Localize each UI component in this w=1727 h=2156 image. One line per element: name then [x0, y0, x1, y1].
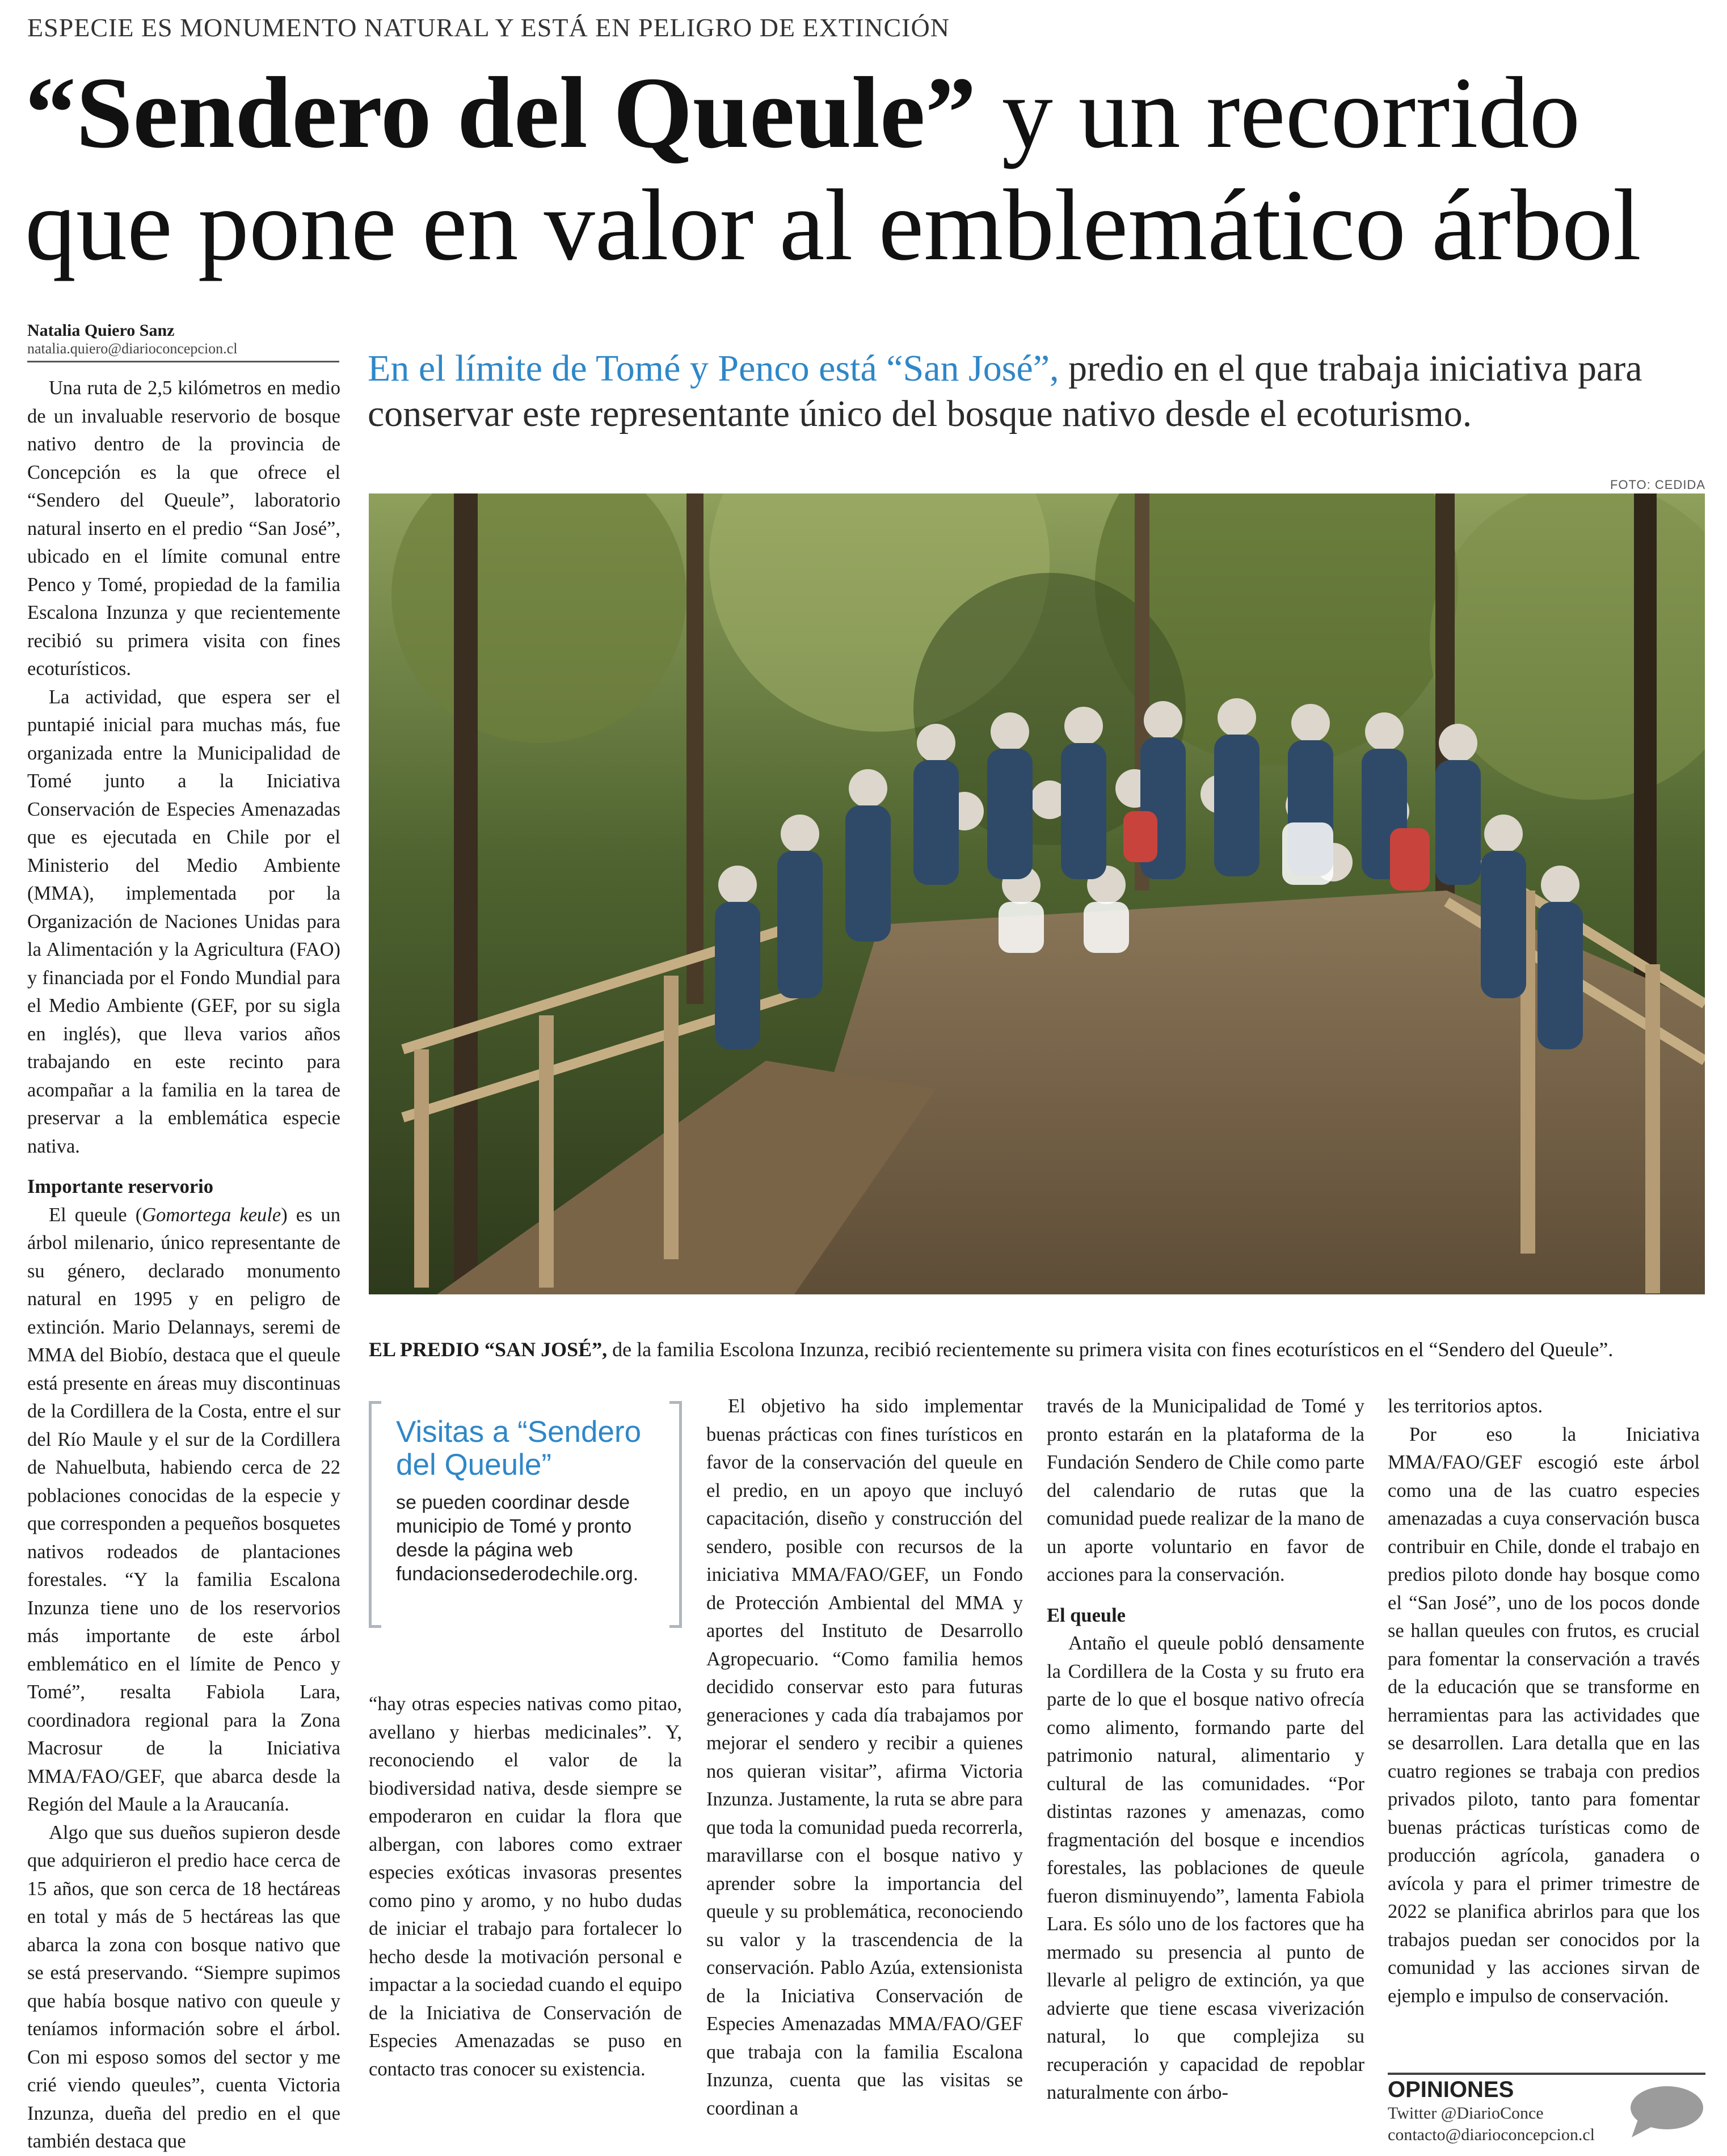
dek-highlight: En el límite de Tomé y Penco está “San José”, [368, 348, 1059, 389]
forest-group-illustration [369, 493, 1705, 1294]
paragraph [27, 1201, 340, 1819]
paragraph: les territorios aptos. [1388, 1395, 1543, 1417]
paragraph-part: El queule ( [49, 1204, 142, 1226]
body-column-2 [369, 1690, 682, 2083]
info-box [369, 1401, 682, 1628]
caption-rest: de la familia Escolona Inzunza, recibió recientemente su primera visita con fines ecoturísticos en el “Sendero del Queule”. [607, 1338, 1614, 1361]
paragraph: través de la Municipalidad de Tomé y pronto estarán en la plataforma de la Fundación Sendero de Chile como parte del calendario de rutas que la comunidad puede realizar de la mano de un aporte voluntario en favor de acciones para la conservación. [1047, 1395, 1364, 1585]
info-box-title: Visitas a “Sendero del Queule” [396, 1415, 642, 1482]
dek-rest: predio en el que trabaja iniciativa para conservar este representante único del bosque nativo desde el ecoturismo. [368, 348, 1642, 434]
contact-email[interactable]: contacto@diarioconcepcion.cl [1388, 2125, 1595, 2144]
twitter-handle[interactable]: Twitter @DiarioConce [1388, 2104, 1544, 2123]
paragraph: El objetivo ha sido implementar buenas prácticas con fines turísticos en favor de la conservación del queule en el predio, en un apoyo que incluyó capacitación, diseño y construcción del sendero, posible con recursos de la iniciativa MMA/FAO/GEF, un Fondo de Protección Ambiental del MMA y aportes del Instituto de Desarrollo Agropecuario. “Como familia hemos decidido conservar esto para futuras generaciones y cada día trabajamos por mejorar el sendero y recibir a quienes nos quieran visitar”, afirma Victoria Inzunza. Justamente, la ruta se abre para que toda la comunidad pueda recorrerla, maravillarse con el bosque nativo y aprender sobre la importancia del queule y su problemática, reconociendo su valor y la trascendencia de la conservación. Pablo Azúa, extensionista de la Iniciativa Conservación de Especies Amenazadas MMA/FAO/GEF que trabaja con la familia Escalona Inzunza, cuenta que las visitas se coordinan a [706, 1395, 1023, 2119]
opiniones-heading: OPINIONES [1388, 2073, 1705, 2103]
paragraph-part: ) es un árbol milenario, único representante de su género, declarado monumento natural en 1995 y en peligro de extinción. Mario Delannays, seremi de MMA del Biobío, destaca que el queule está presente en áreas muy discontinuas de la Cordillera de la Costa, entre el sur del Río Maule y el sur de la Cordillera de Nahuelbuta, habiendo cerca de 22 poblaciones conocidas de la especie y que corresponden a pequeños bosquetes nativos rodeados de plantaciones forestales. “Y la familia Escalona Inzunza tiene uno de los reservorios más importante de este árbol emblemático en el límite de Penco y Tomé”, resalta Fabiola Lara, coordinadora regional para la Zona Macrosur de la Iniciativa MMA/FAO/GEF, que abarca desde la Región del Maule a la Araucanía. [27, 1204, 341, 1815]
subheading: El queule [1047, 1604, 1126, 1626]
body-column-4 [1047, 1393, 1364, 2107]
author-name: Natalia Quiero Sanz [27, 321, 175, 340]
bracket-left [369, 1401, 381, 1628]
body-column-5 [1388, 1393, 1700, 2010]
headline-line-2: que pone en valor al emblemático árbol [25, 168, 1641, 281]
paragraph: Antaño el queule pobló densamente la Cordillera de la Costa y su fruto era parte de lo que el bosque nativo ofrecía como alimento, formando parte del patrimonio natural, alimentario y cultural de las comunidades. “Por distintas razones y amenazas, como fragmentación del bosque e incendios forestales, las poblaciones de queule fueron disminuyendo”, lamenta Fabiola Lara. Es sólo uno de los factores que ha mermado su presencia al punto de llevarle al peligro de extinción, ya que advierte que tiene escasa viverización natural, lo que complejiza su recuperación y capacidad de repoblar naturalmente con árbo- [1047, 1632, 1364, 2103]
paragraph: Una ruta de 2,5 kilómetros en medio de un invaluable reservorio de bosque nativo dentro de la provincia de Concepción es la que ofrece el “Sendero del Queule”, laboratorio natural inserto en el predio “San José”, ubicado en el límite comunal entre Penco y Tomé, propiedad de la familia Escalona Inzunza y que recientemente recibió su primera visita con fines ecoturísticos. [27, 377, 340, 680]
opiniones-box [1388, 2073, 1705, 2146]
author-email: natalia.quiero@diarioconcepcion.cl [27, 340, 339, 362]
bracket-right [669, 1401, 682, 1628]
species-name: Gomortega keule [142, 1204, 281, 1226]
headline-bold: “Sendero del Queule” [25, 56, 976, 169]
paragraph: Por eso la Iniciativa MMA/FAO/GEF escogió este árbol como una de las cuatro especies amenazadas a cuya conservación busca contribuir en Chile, donde el trabajo en predios piloto donde hay bosque como el “San José”, uno de los pocos donde se hallan queules con frutos, es crucial para fomentar la conservación a través de la educación que se transforme en herramientas para las actividades que se desarrollen. Lara detalla que en las cuatro regiones se trabaja con predios privados piloto, tanto para fomentar buenas prácticas turísticas como de producción agrícola, ganadera o avícola y para el primer trimestre de 2022 se planifica abrirlos para que los trabajos puedan ser conocidos por la comunidad y las acciones sirvan de ejemplo e impulso de conservación. [1388, 1423, 1700, 2007]
subheading: Importante reservorio [27, 1176, 213, 1197]
dek [368, 346, 1718, 437]
photo-credit: FOTO: CEDIDA [1610, 478, 1705, 492]
headline [25, 57, 1716, 281]
caption-bold: EL PREDIO “SAN JOSÉ”, [369, 1338, 608, 1361]
body-column-1 [27, 374, 340, 2156]
kicker: ESPECIE ES MONUMENTO NATURAL Y ESTÁ EN PELIGRO DE EXTINCIÓN [27, 13, 950, 42]
headline-line-1-rest: y un recorrido [976, 56, 1581, 169]
body-column-3 [706, 1393, 1023, 2123]
info-box-text: se pueden coordinar desde municipio de Tomé y pronto desde la página web fundacionsederodechile.org. [396, 1492, 639, 1585]
headline-line-1 [25, 57, 1716, 169]
paragraph: La actividad, que espera ser el puntapié inicial para muchas más, fue organizada entre la Municipalidad de Tomé junto a la Iniciativa Conservación de Especies Amenazadas que es ejecutada en Chile por el Ministerio del Medio Ambiente (MMA), implementada por la Organización de Naciones Unidas para la Alimentación y la Agricultura (FAO) y financiada por el Fondo Mundial para el Medio Ambiente (GEF, por su sigla en inglés), que lleva varios años trabajando en este recinto para acompañar a la familia en la tarea de preservar a la emblemática especie nativa. [27, 686, 340, 1157]
photo-caption [369, 1338, 1705, 1361]
speech-bubble-icon [1626, 2083, 1705, 2140]
group-photo [369, 493, 1705, 1294]
paragraph: Algo que sus dueños supieron desde que adquirieron el predio hace cerca de 15 años, que son cerca de 18 hectáreas en total y más de 5 hectáreas las que abarca la zona con bosque nativo que se está preservando. “Siempre supimos que había bosque nativo con queule y teníamos información sobre el árbol. Con mi esposo somos del sector y me crié viendo queules”, cuenta Victoria Inzunza, dueña del predio en el que también destaca que [27, 1821, 340, 2152]
paragraph: “hay otras especies nativas como pitao, avellano y hierbas medicinales”. Y, reconociendo el valor de la biodiversidad nativa, desde siempre se empoderaron en cuidar la flora que albergan, con labores como extraer especies exóticas invasoras presentes como pino y aromo, y no hubo dudas de iniciar el trabajo para fortalecer lo hecho desde la motivación personal e impactar a la sociedad cuando el equipo de la Iniciativa de Conservación de Especies Amenazadas se puso en contacto tras conocer su existencia. [369, 1693, 682, 2080]
byline [27, 321, 339, 362]
